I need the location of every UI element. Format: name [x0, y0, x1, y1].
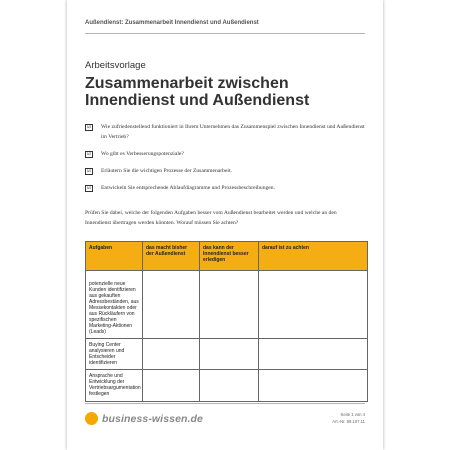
checklist-item-text: Entwickeln Sie entsprechende Ablaufdiagramme und Prozessbeschreibungen. — [101, 185, 275, 191]
checklist — [85, 122, 365, 200]
document-page — [67, 0, 383, 450]
table-row — [86, 339, 368, 370]
inside-sales-cell[interactable] — [200, 370, 259, 402]
checkbox-icon: ☑ — [86, 151, 92, 157]
checkbox-icon: ☑ — [86, 168, 92, 174]
task-text: Ansprache und Entwicklung der Vertriebsargumentation festlegen — [89, 373, 141, 397]
checkbox-icon: ☑ — [86, 124, 92, 130]
document-title — [85, 75, 375, 109]
page-number: Seite 1 von 4 — [340, 412, 365, 417]
header-divider — [85, 33, 365, 34]
task-text: potenzielle neue Kunden identifizieren aus gekauften Adressbeständen, aus Messekontakten oder aus Rückläufern von spezifischen Marketing-Aktionen (Leads) — [89, 281, 139, 335]
task-cell — [86, 271, 143, 339]
checkbox-icon: ☑ — [86, 185, 92, 191]
column-header-inside-sales: das kann der Innendienst besser erledigen — [200, 242, 259, 271]
intro-paragraph: Prüfen Sie dabei, welche der folgenden Aufgaben besser vom Außendienst bearbeitet werden und welche an den Innendienst übertragen werden könnten. Worauf müssen Sie achten? — [85, 210, 337, 226]
checklist-item-text: Erläutern Sie die wichtigen Prozesse der Zusammenarbeit. — [101, 168, 232, 174]
checklist-item — [85, 166, 365, 176]
title-line-2: Innendienst und Außendienst — [85, 92, 310, 109]
task-cell — [86, 370, 143, 402]
page-info — [332, 411, 365, 425]
task-cell — [86, 339, 143, 370]
table-row — [86, 370, 368, 402]
field-sales-cell[interactable] — [143, 271, 200, 339]
checklist-item — [85, 149, 365, 159]
document-subtitle: Arbeitsvorlage — [85, 60, 146, 71]
title-line-1: Zusammenarbeit zwischen — [85, 75, 289, 92]
checklist-item-text: Wo gibt es Verbesserungspotenziale? — [101, 151, 184, 157]
task-text: Buying Center analysieren und Entscheider identifizieren — [89, 342, 125, 366]
logo-dot-icon — [85, 412, 98, 425]
article-number: Art.-Nr. 99.107.11 — [332, 419, 365, 424]
table-row — [86, 271, 368, 339]
notes-cell[interactable] — [259, 339, 368, 370]
logo-text: business-wissen.de — [102, 412, 204, 425]
table-header-row — [86, 242, 368, 271]
column-header-notes: darauf ist zu achten — [259, 242, 368, 271]
checklist-item — [85, 183, 365, 193]
checklist-item — [85, 122, 365, 142]
footer-divider — [85, 403, 365, 404]
notes-cell[interactable] — [259, 271, 368, 339]
inside-sales-cell[interactable] — [200, 339, 259, 370]
task-table — [85, 241, 368, 402]
running-header: Außendienst: Zusammenarbeit Innendienst und Außendienst — [85, 20, 259, 26]
field-sales-cell[interactable] — [143, 370, 200, 402]
notes-cell[interactable] — [259, 370, 368, 402]
column-header-field-sales: das macht bisher der Außendienst — [143, 242, 200, 271]
checklist-item-text: Wie zufriedenstellend funktioniert in Ihrem Unternehmen das Zusammenspiel zwischen Innendienst und Außendienst im Vertrieb? — [101, 124, 365, 140]
inside-sales-cell[interactable] — [200, 271, 259, 339]
column-header-tasks: Aufgaben — [86, 242, 143, 271]
field-sales-cell[interactable] — [143, 339, 200, 370]
business-wissen-logo — [85, 412, 203, 425]
